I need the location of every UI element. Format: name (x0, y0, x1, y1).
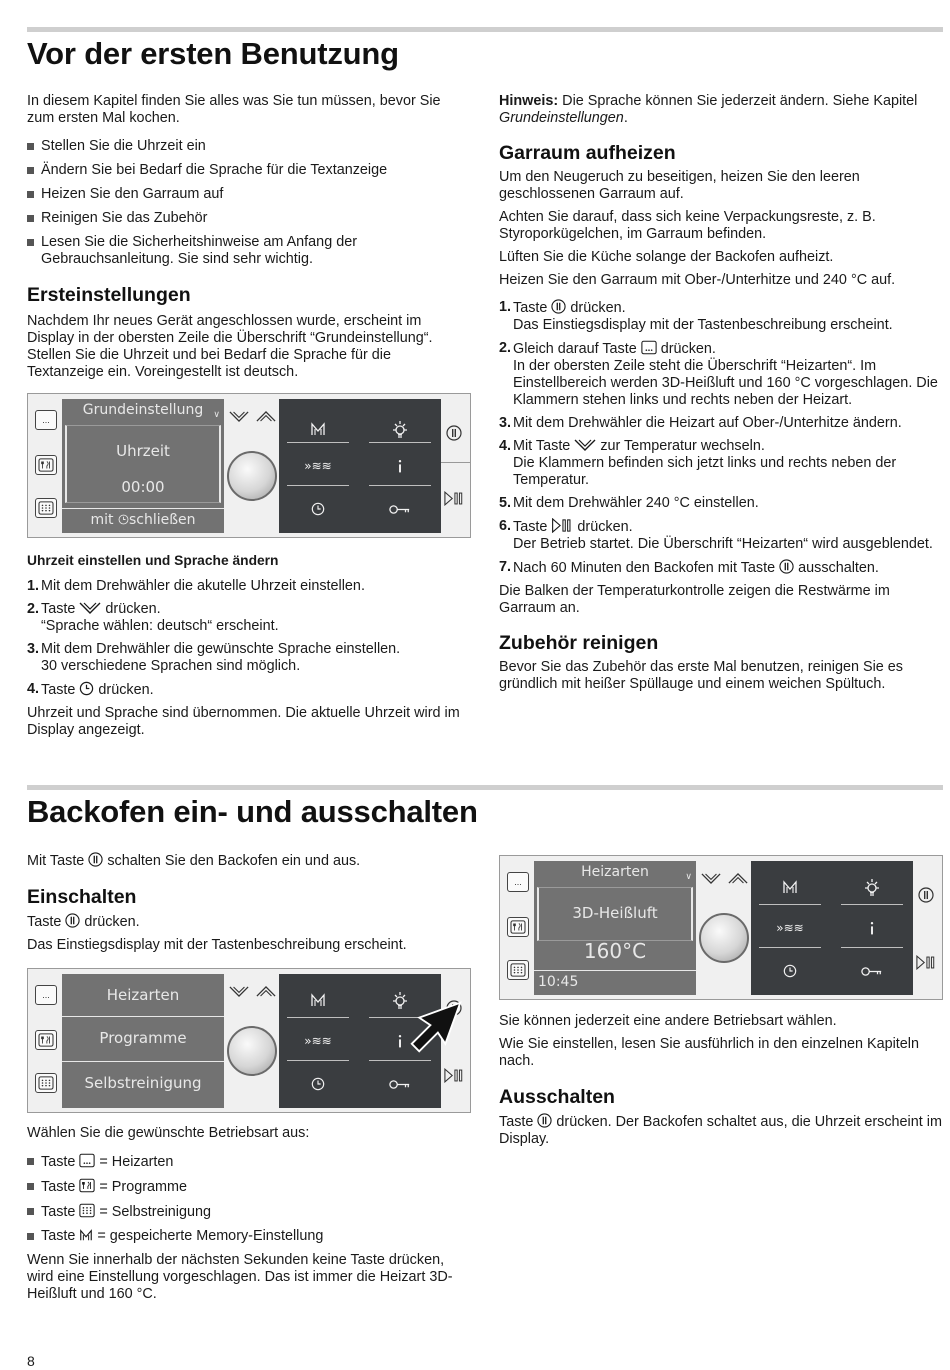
step-subtext: Die Klammern befinden sich jetzt links und rechts neben der Temperatur. (513, 455, 897, 488)
list-item (499, 415, 943, 432)
power-key[interactable] (443, 422, 465, 444)
step-text: Mit Taste (513, 438, 571, 454)
step-text: Mit dem Drehwähler die gewünschte Sprache einstellen. (41, 641, 401, 657)
list-item: Stellen Sie die Uhrzeit ein (27, 138, 471, 155)
step-text: Taste (41, 601, 76, 617)
childlock-key[interactable] (841, 951, 903, 991)
option-pre: Taste (41, 1228, 76, 1244)
step-number: 4. (499, 438, 512, 454)
ausschalten-post: drücken. Der Backofen schaltet aus, die Uhrzeit erscheint im Display. (499, 1114, 942, 1147)
key-icon (389, 504, 411, 515)
childlock-key[interactable] (369, 1064, 431, 1104)
divider (369, 485, 431, 486)
uhrzeit-subhead: Uhrzeit einstellen und Sprache ändern (27, 553, 279, 568)
step-text: Taste (41, 682, 76, 698)
step-text: Mit dem Drehwähler 240 °C einstellen. (513, 495, 759, 511)
garraum-outro: Die Balken der Temperaturkontrolle zeigen die Restwärme im Garraum an. (499, 583, 890, 616)
startstop-icon (444, 491, 464, 506)
display-header: Grundeinstellung (82, 402, 204, 418)
ausschalten-pre: Taste (499, 1114, 534, 1130)
uhrzeit-steps (27, 578, 471, 699)
dots-key-label: ... (42, 989, 50, 1000)
divider (441, 462, 471, 463)
chevron-up-icon[interactable] (256, 985, 276, 998)
dots-key-icon (641, 340, 657, 355)
step-text: Taste (513, 519, 548, 535)
memory-key[interactable] (287, 409, 349, 449)
ausschalten-text (499, 1113, 943, 1148)
step-subtext: Der Betrieb startet. Die Überschrift “Heizarten“ wird ausgeblendet. (513, 536, 933, 552)
startstop-icon (444, 1068, 464, 1083)
info-icon (396, 1033, 404, 1049)
info-key[interactable] (369, 446, 431, 486)
intro-post: schalten Sie den Backofen ein und aus. (107, 853, 361, 869)
control-panel-heizarten (499, 855, 943, 1000)
clock-icon (783, 964, 797, 978)
step-number: 2. (499, 340, 512, 356)
hotair-icon: »≋≋ (304, 1033, 332, 1048)
garraum-p2: Achten Sie darauf, dass sich keine Verpackungsreste, z. B. Styroporkügelchen, im Garraum befinden. (499, 209, 876, 242)
dots-key-label: ... (42, 414, 50, 425)
waehlen-text: Wählen Sie die gewünschte Betriebsart aus: (27, 1125, 310, 1141)
clock-icon (311, 1077, 325, 1091)
right-p1: Sie können jederzeit eine andere Betriebsart wählen. (499, 1013, 837, 1029)
step-text: zur Temperatur wechseln. (600, 438, 765, 454)
startstop-icon (551, 518, 573, 533)
chevron-small-icon: ∨ (685, 872, 692, 882)
list-item (27, 1203, 471, 1221)
programs-key-button[interactable] (35, 1030, 57, 1050)
divider (841, 947, 903, 948)
hotair-key[interactable] (287, 1021, 349, 1061)
programs-icon (510, 920, 526, 934)
timer-key[interactable] (287, 489, 349, 529)
step-subtext: “Sprache wählen: deutsch“ erscheint. (41, 618, 279, 634)
option-post: = gespeicherte Memory-Einstellung (97, 1228, 324, 1244)
list-item: Reinigen Sie das Zubehör (27, 210, 471, 227)
step-text: Mit dem Drehwähler die akutelle Uhrzeit einstellen. (41, 578, 365, 594)
hotair-icon: »≋≋ (776, 920, 804, 935)
divider (287, 1060, 349, 1061)
display-screen (62, 399, 224, 533)
programs-key-button[interactable] (35, 455, 57, 475)
display-header: Heizarten (581, 864, 649, 880)
chevron-down-icon (79, 601, 101, 615)
step-number: 1. (27, 578, 40, 594)
left-column-section2 (27, 852, 471, 960)
dots-key-icon (79, 1153, 95, 1168)
step-text: ausschalten. (798, 560, 879, 576)
line-pre: Taste (27, 914, 62, 930)
divider (841, 904, 903, 905)
option-pre: Taste (41, 1179, 76, 1195)
intro-pre: Mit Taste (27, 853, 85, 869)
list-item (27, 1153, 471, 1171)
hinweis-label: Hinweis: (499, 93, 559, 109)
display-line1: Uhrzeit (116, 442, 170, 460)
programs-icon (38, 1033, 54, 1047)
list-item (499, 299, 943, 334)
hotair-icon: »≋≋ (304, 458, 332, 473)
dots-key-button[interactable] (35, 985, 57, 1005)
selfclean-icon (38, 501, 54, 515)
step-number: 7. (499, 559, 512, 575)
chevron-up-icon[interactable] (256, 410, 276, 423)
section-title: Backofen ein- und ausschalten (27, 794, 478, 829)
option-pre: Taste (41, 1204, 76, 1220)
step-text: drücken. (98, 682, 154, 698)
light-key[interactable] (369, 409, 431, 449)
display-temperature: 160°C (583, 939, 647, 963)
power-icon (779, 559, 794, 574)
hinweis (499, 93, 943, 127)
ersteinstellungen-heading: Ersteinstellungen (27, 284, 191, 306)
display-row-programme[interactable]: Programme (99, 1029, 187, 1047)
selfclean-icon (510, 963, 526, 977)
chevron-up-icon[interactable] (728, 872, 748, 885)
programs-key-button[interactable] (507, 917, 529, 937)
step-text: drücken. (105, 601, 161, 617)
display-row-selbstreinigung[interactable]: Selbstreinigung (84, 1074, 202, 1092)
garraum-p3: Lüften Sie die Küche solange der Backofen aufheizt. (499, 249, 834, 265)
startstop-icon (916, 955, 936, 970)
power-icon (88, 852, 103, 867)
betriebsart-section (27, 1125, 471, 1309)
einschalten-line2: Das Einstiegsdisplay mit der Tastenbeschreibung erscheint. (27, 937, 407, 953)
page-title: Vor der ersten Benutzung (27, 36, 399, 71)
rotary-knob[interactable] (227, 451, 277, 501)
garraum-p1: Um den Neugeruch zu beseitigen, heizen Sie den leeren geschlossenen Garraum auf. (499, 169, 860, 202)
info-key[interactable] (841, 908, 903, 948)
list-item (27, 1178, 471, 1196)
memory-key[interactable] (287, 980, 349, 1020)
touch-key-field (279, 399, 441, 533)
memory-icon (310, 421, 326, 437)
programs-key-icon (79, 1178, 95, 1193)
memory-key[interactable] (759, 867, 821, 907)
einschalten-line1 (27, 913, 471, 931)
divider (759, 947, 821, 948)
step-number: 1. (499, 299, 512, 315)
startstop-key[interactable] (442, 1065, 466, 1085)
key-icon (389, 1079, 411, 1090)
divider (369, 442, 431, 443)
list-item (499, 559, 943, 577)
selfclean-key-icon (79, 1203, 95, 1218)
selfclean-key-button[interactable] (35, 1073, 57, 1093)
option-post: = Programme (99, 1179, 187, 1195)
hinweis-link[interactable]: Grundeinstellungen (499, 110, 624, 126)
option-pre: Taste (41, 1154, 76, 1170)
list-item (27, 641, 471, 675)
option-post: = Selbstreinigung (99, 1204, 212, 1220)
line-post: drücken. (84, 914, 140, 930)
list-item (27, 601, 471, 635)
chevron-down-icon[interactable] (229, 410, 249, 423)
startstop-key[interactable] (914, 952, 938, 972)
step-subtext: Das Einstiegsdisplay mit der Tastenbeschreibung erscheint. (513, 317, 893, 333)
right-column-section2 (499, 1013, 943, 1154)
hotair-key[interactable] (287, 446, 349, 486)
page-number: 8 (27, 1353, 35, 1369)
list-item: Heizen Sie den Garraum auf (27, 186, 471, 203)
chevron-small-icon: ∨ (213, 410, 220, 420)
list-item (499, 495, 943, 512)
power-icon (918, 887, 934, 903)
control-panel-grundeinstellung (27, 393, 471, 538)
zubehoer-text: Bevor Sie das Zubehör das erste Mal benutzen, reinigen Sie es gründlich mit heißer Spüllauge und einem weichen Spültuch. (499, 659, 903, 692)
display-separator (62, 1016, 224, 1017)
light-icon (390, 419, 410, 439)
light-icon (390, 990, 410, 1010)
list-item (27, 1228, 471, 1245)
step-number: 3. (499, 415, 512, 431)
suggestion-hint: Wenn Sie innerhalb der nächsten Sekunden keine Taste drücken, wird eine Einstellung vorgeschlagen. Das ist immer die Heizart 3D-Heißluft und 160 °C. (27, 1252, 453, 1302)
step-text: Mit dem Drehwähler die Heizart auf Ober-/Unterhitze ändern. (513, 415, 902, 431)
footer-post: schließen (128, 512, 196, 528)
step-text: drücken. (660, 341, 716, 357)
divider (759, 904, 821, 905)
betriebsart-list (27, 1153, 471, 1245)
clock-icon (118, 514, 129, 525)
display-separator (534, 970, 696, 971)
ausschalten-heading: Ausschalten (499, 1086, 615, 1108)
display-footer (62, 512, 224, 529)
right-p2: Wie Sie einstellen, lesen Sie ausführlich in den einzelnen Kapiteln nach. (499, 1036, 919, 1069)
clock-icon (79, 681, 94, 696)
list-item (499, 518, 943, 553)
ersteinstellungen-text: Nachdem Ihr neues Gerät angeschlossen wurde, erscheint im Display in der obersten Zeile die Überschrift “Grundeinstellung“. Stellen Sie die Uhrzeit und bei Bedarf die Sprache für die Textanzeige ein. Voreingestellt ist deutsch. (27, 313, 433, 380)
step-number: 6. (499, 518, 512, 534)
display-row-heizarten[interactable]: Heizarten (106, 986, 180, 1004)
light-icon (862, 877, 882, 897)
setup-bullet-list (27, 138, 471, 268)
selfclean-key-button[interactable] (507, 960, 529, 980)
info-icon (396, 458, 404, 474)
timer-key[interactable] (287, 1064, 349, 1104)
left-column-section1 (27, 93, 471, 387)
timer-key[interactable] (759, 951, 821, 991)
option-post: = Heizarten (99, 1154, 174, 1170)
memory-icon (782, 879, 798, 895)
light-key[interactable] (841, 867, 903, 907)
divider (369, 1060, 431, 1061)
einschalten-heading: Einschalten (27, 886, 137, 908)
control-panel-start (27, 968, 471, 1113)
memory-key-icon (79, 1228, 93, 1242)
selfclean-icon (38, 1076, 54, 1090)
selfclean-key-button[interactable] (35, 498, 57, 518)
chevron-down-icon (574, 438, 596, 452)
footer-pre: mit (90, 512, 114, 528)
step-subtext: 30 verschiedene Sprachen sind möglich. (41, 658, 301, 674)
power-icon (537, 1113, 552, 1128)
display-screen (534, 861, 696, 995)
power-key[interactable] (915, 884, 937, 906)
display-line1: 3D-Heißluft (572, 904, 658, 922)
right-column-section1 (499, 93, 943, 699)
section2-intro (27, 852, 471, 870)
hinweis-text: Die Sprache können Sie jederzeit ändern. Siehe Kapitel (562, 93, 918, 109)
divider (287, 485, 349, 486)
step-text: Nach 60 Minuten den Backofen mit Taste (513, 560, 776, 576)
dots-key-button[interactable] (35, 410, 57, 430)
step-number: 5. (499, 495, 512, 511)
list-item (27, 681, 471, 699)
uhrzeit-section (27, 538, 471, 745)
step-text: drücken. (570, 300, 626, 316)
touch-key-field (751, 861, 913, 995)
pointer-arrow-icon (408, 999, 464, 1055)
childlock-key[interactable] (369, 489, 431, 529)
display-time: 10:45 (538, 974, 579, 990)
uhrzeit-outro: Uhrzeit und Sprache sind übernommen. Die aktuelle Uhrzeit wird im Display angezeigt. (27, 705, 460, 738)
display-separator (62, 508, 224, 509)
dots-key-label: ... (514, 876, 522, 887)
power-icon (551, 299, 566, 314)
info-icon (868, 920, 876, 936)
list-item: Lesen Sie die Sicherheitshinweise am Anfang der Gebrauchsanleitung. Sie sind sehr wichtig. (27, 234, 471, 268)
list-item: Ändern Sie bei Bedarf die Sprache für die Textanzeige (27, 162, 471, 179)
step-number: 3. (27, 641, 40, 657)
list-item (27, 578, 471, 595)
programs-icon (38, 458, 54, 472)
zubehoer-heading: Zubehör reinigen (499, 632, 659, 654)
clock-icon (311, 502, 325, 516)
garraum-heading: Garraum aufheizen (499, 142, 676, 164)
dots-key-button[interactable] (507, 872, 529, 892)
hotair-key[interactable] (759, 908, 821, 948)
garraum-p4: Heizen Sie den Garraum mit Ober-/Unterhitze und 240 °C auf. (499, 272, 896, 288)
hinweis-end: . (623, 110, 628, 126)
display-separator (62, 1061, 224, 1062)
power-icon (65, 913, 80, 928)
step-text: Gleich darauf Taste (513, 341, 637, 357)
display-screen (62, 974, 224, 1108)
memory-icon (310, 992, 326, 1008)
section-rule-top (27, 27, 943, 32)
list-item (499, 340, 943, 409)
startstop-key[interactable] (442, 488, 466, 508)
chevron-down-icon[interactable] (229, 985, 249, 998)
divider (287, 1017, 349, 1018)
garraum-steps (499, 299, 943, 577)
section-rule-bottom (27, 785, 943, 790)
intro-text: In diesem Kapitel finden Sie alles was Sie tun müssen, bevor Sie zum ersten Mal kochen. (27, 93, 441, 126)
step-number: 4. (27, 681, 40, 697)
divider (287, 442, 349, 443)
list-item (499, 438, 943, 489)
step-subtext: In der obersten Zeile steht die Überschrift “Heizarten“. Im Einstellbereich werden 3D-Heißluft und 160 °C vorgeschlagen. Die Klammern stehen links und rechts neben der Heizart. (513, 358, 938, 408)
chevron-down-icon[interactable] (701, 872, 721, 885)
display-line2: 00:00 (121, 478, 165, 496)
key-icon (861, 966, 883, 977)
step-text: Taste (513, 300, 548, 316)
step-text: drücken. (577, 519, 633, 535)
rotary-knob[interactable] (227, 1026, 277, 1076)
power-icon (446, 425, 462, 441)
rotary-knob[interactable] (699, 913, 749, 963)
step-number: 2. (27, 601, 40, 617)
